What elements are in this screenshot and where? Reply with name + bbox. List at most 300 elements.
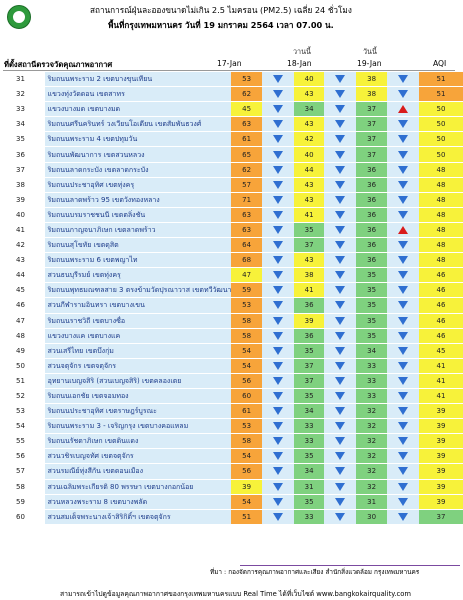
table-row [4,238,463,253]
table-row [4,449,463,464]
arrow-down-icon [335,120,345,128]
row-number: 59 [4,494,45,509]
trend-arrow-19jan [387,253,419,268]
row-number: 51 [4,373,45,388]
arrow-down-icon [398,332,408,340]
table-row [4,419,463,434]
arrow-down-icon [398,347,408,355]
trend-arrow-17jan [262,388,294,403]
arrow-down-icon [273,75,283,83]
arrow-down-icon [273,166,283,174]
arrow-down-icon [273,211,283,219]
pm25-17jan: 54 [231,343,261,358]
row-number: 35 [4,132,45,147]
trend-arrow-18jan [324,117,356,132]
trend-arrow-17jan [262,373,294,388]
pm25-17jan: 60 [231,388,261,403]
arrow-down-icon [398,377,408,385]
arrow-down-icon [335,211,345,219]
today-label: วันนี้ [363,47,377,56]
trend-arrow-19jan [387,494,419,509]
aqi-value: 39 [419,479,463,494]
pm25-17jan: 61 [231,404,261,419]
pm25-19jan: 38 [356,87,386,102]
table-row [4,343,463,358]
table-row [4,464,463,479]
pm25-18jan: 34 [294,464,324,479]
pm25-18jan: 38 [294,268,324,283]
trend-arrow-18jan [324,434,356,449]
arrow-down-icon [398,151,408,159]
arrow-down-icon [335,256,345,264]
table-row [4,177,463,192]
row-number: 58 [4,479,45,494]
arrow-down-icon [273,377,283,385]
arrow-down-icon [273,90,283,98]
station-name: ริมถนนลาดกระบัง เขตลาดกระบัง [45,162,232,177]
station-name: ริมถนนลาดพร้าว 95 เขตวังทองหลาง [45,192,232,207]
trend-arrow-17jan [262,268,294,283]
arrow-down-icon [335,332,345,340]
arrow-down-icon [335,271,345,279]
pm25-19jan: 36 [356,238,386,253]
trend-arrow-17jan [262,464,294,479]
table-row [4,207,463,222]
arrow-down-icon [273,452,283,460]
arrow-down-icon [273,437,283,445]
table-row [4,404,463,419]
row-number: 36 [4,147,45,162]
pm25-19jan: 35 [356,313,386,328]
trend-arrow-18jan [324,358,356,373]
trend-arrow-18jan [324,328,356,343]
aqi-value: 39 [419,419,463,434]
trend-arrow-19jan [387,388,419,403]
arrow-down-icon [273,498,283,506]
arrow-down-icon [335,437,345,445]
trend-arrow-18jan [324,147,356,162]
pm25-19jan: 37 [356,147,386,162]
arrow-down-icon [398,317,408,325]
trend-arrow-17jan [262,494,294,509]
station-name: ริมถนนพระราม 3 - เจริญกรุง เขตบางคอแหลม [45,419,232,434]
row-number: 53 [4,404,45,419]
arrow-down-icon [335,90,345,98]
pm25-19jan: 35 [356,268,386,283]
table-row [4,358,463,373]
table-row [4,72,463,87]
station-name: แขวงทุ่งวัดดอน เขตสาทร [45,87,232,102]
pm25-19jan: 37 [356,117,386,132]
aqi-value: 48 [419,177,463,192]
arrow-down-icon [335,181,345,189]
trend-arrow-19jan [387,192,419,207]
arrow-down-icon [398,211,408,219]
station-name: สวนเฉลิมพระเกียรติ 80 พรรษา เขตบางกอกน้อย [45,479,232,494]
arrow-down-icon [273,362,283,370]
trend-arrow-19jan [387,162,419,177]
row-number: 46 [4,298,45,313]
aqi-value: 48 [419,222,463,237]
pm25-18jan: 35 [294,222,324,237]
pm25-17jan: 58 [231,313,261,328]
table-row [4,253,463,268]
pm25-17jan: 64 [231,238,261,253]
aqi-value: 48 [419,238,463,253]
row-number: 41 [4,222,45,237]
trend-arrow-18jan [324,207,356,222]
pm25-18jan: 43 [294,117,324,132]
station-name: ริมถนนพัฒนาการ เขตสวนหลวง [45,147,232,162]
pm25-19jan: 36 [356,162,386,177]
arrow-down-icon [273,483,283,491]
station-name: ริมถนนบรมราชชนนี เขตตลิ่งชัน [45,207,232,222]
station-name: สวนสมเด็จพระนางเจ้าสิริกิติ์ฯ เขตจตุจักร [45,509,232,524]
aqi-value: 39 [419,404,463,419]
aqi-value: 48 [419,253,463,268]
arrow-down-icon [335,286,345,294]
table-row [4,494,463,509]
arrow-down-icon [273,271,283,279]
aqi-value: 41 [419,358,463,373]
arrow-down-icon [273,467,283,475]
trend-arrow-17jan [262,313,294,328]
table-row [4,434,463,449]
bma-logo-icon [7,5,31,29]
arrow-down-icon [398,407,408,415]
station-name: ริมถนนพระราม 4 เขตปทุมวัน [45,132,232,147]
pm25-19jan: 32 [356,449,386,464]
trend-arrow-18jan [324,464,356,479]
pm25-17jan: 59 [231,283,261,298]
table-row [4,162,463,177]
footer-divider [240,565,460,566]
table-row [4,283,463,298]
trend-arrow-19jan [387,449,419,464]
aqi-value: 48 [419,162,463,177]
table-row [4,373,463,388]
row-number: 34 [4,117,45,132]
arrow-down-icon [273,513,283,521]
aqi-value: 39 [419,464,463,479]
arrow-down-icon [398,241,408,249]
pm25-17jan: 68 [231,253,261,268]
row-number: 49 [4,343,45,358]
row-number: 56 [4,449,45,464]
trend-arrow-19jan [387,117,419,132]
trend-arrow-18jan [324,313,356,328]
pm25-18jan: 34 [294,102,324,117]
pm25-17jan: 62 [231,87,261,102]
row-number: 33 [4,102,45,117]
pm25-19jan: 37 [356,102,386,117]
trend-arrow-19jan [387,132,419,147]
pm25-18jan: 35 [294,494,324,509]
station-name: ริมถนนพุทธมณฑลสาย 3 ตรงข้ามวัดปุรณาวาส เขตทวีวัฒนา [45,283,232,298]
arrow-down-icon [335,75,345,83]
pm25-17jan: 71 [231,192,261,207]
pm25-19jan: 35 [356,298,386,313]
trend-arrow-18jan [324,87,356,102]
pm25-19jan: 36 [356,222,386,237]
trend-arrow-19jan [387,87,419,102]
trend-arrow-18jan [324,388,356,403]
arrow-down-icon [273,332,283,340]
arrow-down-icon [398,196,408,204]
arrow-down-icon [398,181,408,189]
pm25-17jan: 53 [231,298,261,313]
pm25-18jan: 40 [294,147,324,162]
station-name: แขวงบางมด เขตบางมด [45,102,232,117]
arrow-down-icon [273,317,283,325]
pm25-17jan: 62 [231,162,261,177]
station-name: ริมถนนเอกชัย เขตจอมทอง [45,388,232,403]
trend-arrow-17jan [262,283,294,298]
arrow-down-icon [335,151,345,159]
row-number: 55 [4,434,45,449]
arrow-down-icon [398,120,408,128]
station-name: สวนกีฬารามอินทรา เขตบางเขน [45,298,232,313]
station-name: สวนเสรีไทย เขตบึงกุ่ม [45,343,232,358]
pm25-19jan: 36 [356,192,386,207]
pm25-17jan: 53 [231,72,261,87]
trend-arrow-19jan [387,343,419,358]
pm25-18jan: 33 [294,434,324,449]
arrow-down-icon [398,392,408,400]
arrow-down-icon [335,407,345,415]
table-row [4,313,463,328]
trend-arrow-19jan [387,434,419,449]
pm25-19jan: 34 [356,343,386,358]
pm25-18jan: 42 [294,132,324,147]
pm25-19jan: 38 [356,72,386,87]
pm25-18jan: 43 [294,87,324,102]
arrow-down-icon [335,422,345,430]
trend-arrow-19jan [387,268,419,283]
trend-arrow-19jan [387,509,419,524]
row-number: 44 [4,268,45,283]
arrow-down-icon [273,347,283,355]
aqi-value: 51 [419,87,463,102]
row-number: 57 [4,464,45,479]
pm25-17jan: 56 [231,373,261,388]
arrow-down-icon [398,301,408,309]
pm25-19jan: 35 [356,328,386,343]
station-name: สวนจตุจักร เขตจตุจักร [45,358,232,373]
trend-arrow-17jan [262,343,294,358]
trend-arrow-17jan [262,102,294,117]
pm25-19jan: 35 [356,283,386,298]
arrow-down-icon [273,301,283,309]
aqi-value: 50 [419,102,463,117]
pm25-19jan: 33 [356,358,386,373]
arrow-down-icon [335,135,345,143]
report-title: สถานการณ์ฝุ่นละอองขนาดไม่เกิน 2.5 ไมครอน (PM2.5) เฉลี่ย 24 ชั่วโมง [90,5,352,15]
aqi-value: 51 [419,72,463,87]
trend-arrow-19jan [387,207,419,222]
pm25-18jan: 40 [294,72,324,87]
arrow-down-icon [398,467,408,475]
station-column-header: ที่ตั้งสถานีตรวจวัดคุณภาพอากาศ [4,60,113,69]
pm25-18jan: 33 [294,509,324,524]
arrow-down-icon [398,483,408,491]
row-number: 43 [4,253,45,268]
arrow-down-icon [335,241,345,249]
table-row [4,509,463,524]
arrow-down-icon [273,241,283,249]
arrow-down-icon [335,226,345,234]
trend-arrow-18jan [324,192,356,207]
trend-arrow-18jan [324,72,356,87]
row-number: 47 [4,313,45,328]
station-name: ริมถนนสุโขทัย เขตดุสิต [45,238,232,253]
pm25-17jan: 54 [231,358,261,373]
pm25-17jan: 58 [231,328,261,343]
station-name: ริมถนนพระราม 6 เขตพญาไท [45,253,232,268]
trend-arrow-17jan [262,253,294,268]
row-number: 40 [4,207,45,222]
table-row [4,298,463,313]
aqi-value: 46 [419,313,463,328]
trend-arrow-18jan [324,479,356,494]
pm25-19jan: 37 [356,132,386,147]
station-name: ริมถนนศรีนครินทร์ วงเวียนโอเดียน เขตสัมพันธวงศ์ [45,117,232,132]
trend-arrow-17jan [262,298,294,313]
row-number: 38 [4,177,45,192]
trend-arrow-17jan [262,479,294,494]
pm25-19jan: 32 [356,479,386,494]
trend-arrow-18jan [324,449,356,464]
pm25-17jan: 65 [231,147,261,162]
trend-arrow-19jan [387,102,419,117]
arrow-down-icon [398,422,408,430]
aqi-value: 41 [419,388,463,403]
trend-arrow-17jan [262,207,294,222]
aqi-value: 37 [419,509,463,524]
header-divider [3,70,455,71]
station-name: ริมถนนประชาอุทิศ เขตทุ่งครุ [45,177,232,192]
station-name: สวนธนบุรีรมย์ เขตทุ่งครุ [45,268,232,283]
trend-arrow-17jan [262,162,294,177]
table-row [4,87,463,102]
pm25-19jan: 32 [356,464,386,479]
row-number: 31 [4,72,45,87]
pm25-17jan: 58 [231,434,261,449]
pm25-19jan: 33 [356,388,386,403]
aqi-header: AQI [433,59,447,68]
station-name: สวนวชิรเบญจทัศ เขตจตุจักร [45,449,232,464]
source-note: ที่มา : กองจัดการคุณภาพอากาศและเสียง สำนักสิ่งแวดล้อม กรุงเทพมหานคร [210,568,420,576]
arrow-down-icon [273,392,283,400]
table-row [4,388,463,403]
pm25-19jan: 32 [356,434,386,449]
station-name: ริมถนนพระราม 2 เขตบางขุนเทียน [45,72,232,87]
trend-arrow-19jan [387,313,419,328]
trend-arrow-18jan [324,404,356,419]
pm25-19jan: 36 [356,177,386,192]
arrow-down-icon [398,498,408,506]
trend-arrow-17jan [262,358,294,373]
table-row [4,479,463,494]
trend-arrow-19jan [387,177,419,192]
row-number: 39 [4,192,45,207]
pm25-18jan: 39 [294,313,324,328]
aqi-value: 39 [419,449,463,464]
arrow-down-icon [273,256,283,264]
arrow-down-icon [335,317,345,325]
trend-arrow-18jan [324,238,356,253]
table-row [4,147,463,162]
aqi-value: 46 [419,328,463,343]
arrow-down-icon [335,362,345,370]
aqi-value: 39 [419,494,463,509]
pm25-18jan: 31 [294,479,324,494]
pm25-17jan: 56 [231,464,261,479]
pm25-18jan: 41 [294,283,324,298]
arrow-down-icon [398,90,408,98]
arrow-down-icon [273,196,283,204]
aqi-value: 46 [419,283,463,298]
arrow-down-icon [335,347,345,355]
trend-arrow-17jan [262,434,294,449]
aqi-value: 48 [419,192,463,207]
trend-arrow-18jan [324,283,356,298]
row-number: 45 [4,283,45,298]
pm25-17jan: 63 [231,222,261,237]
table-row [4,132,463,147]
aqi-value: 48 [419,207,463,222]
pm25-18jan: 36 [294,298,324,313]
trend-arrow-19jan [387,464,419,479]
pm25-17jan: 63 [231,117,261,132]
pm25-17jan: 61 [231,132,261,147]
arrow-down-icon [398,437,408,445]
trend-arrow-19jan [387,222,419,237]
trend-arrow-17jan [262,328,294,343]
arrow-down-icon [335,513,345,521]
trend-arrow-17jan [262,147,294,162]
trend-arrow-17jan [262,132,294,147]
trend-arrow-19jan [387,283,419,298]
pm25-18jan: 37 [294,238,324,253]
row-number: 37 [4,162,45,177]
date-header-19jan: 19-Jan [357,59,382,68]
pm25-18jan: 33 [294,419,324,434]
pm25-17jan: 53 [231,419,261,434]
aqi-value: 50 [419,132,463,147]
pm25-17jan: 39 [231,479,261,494]
pm25-18jan: 36 [294,328,324,343]
arrow-down-icon [335,196,345,204]
trend-arrow-19jan [387,373,419,388]
trend-arrow-19jan [387,72,419,87]
pm25-18jan: 34 [294,404,324,419]
yesterday-label: วานนี้ [293,47,311,56]
row-number: 42 [4,238,45,253]
row-number: 54 [4,419,45,434]
arrow-down-icon [398,513,408,521]
pm25-17jan: 51 [231,509,261,524]
pm25-18jan: 35 [294,388,324,403]
arrow-down-icon [398,271,408,279]
table-row [4,192,463,207]
pm25-table [4,72,463,525]
trend-arrow-19jan [387,298,419,313]
report-subtitle: พื้นที่กรุงเทพมหานคร วันที่ 19 มกราคม 2564 เวลา 07.00 น. [108,20,334,30]
pm25-19jan: 30 [356,509,386,524]
pm25-19jan: 32 [356,404,386,419]
pm25-18jan: 43 [294,192,324,207]
